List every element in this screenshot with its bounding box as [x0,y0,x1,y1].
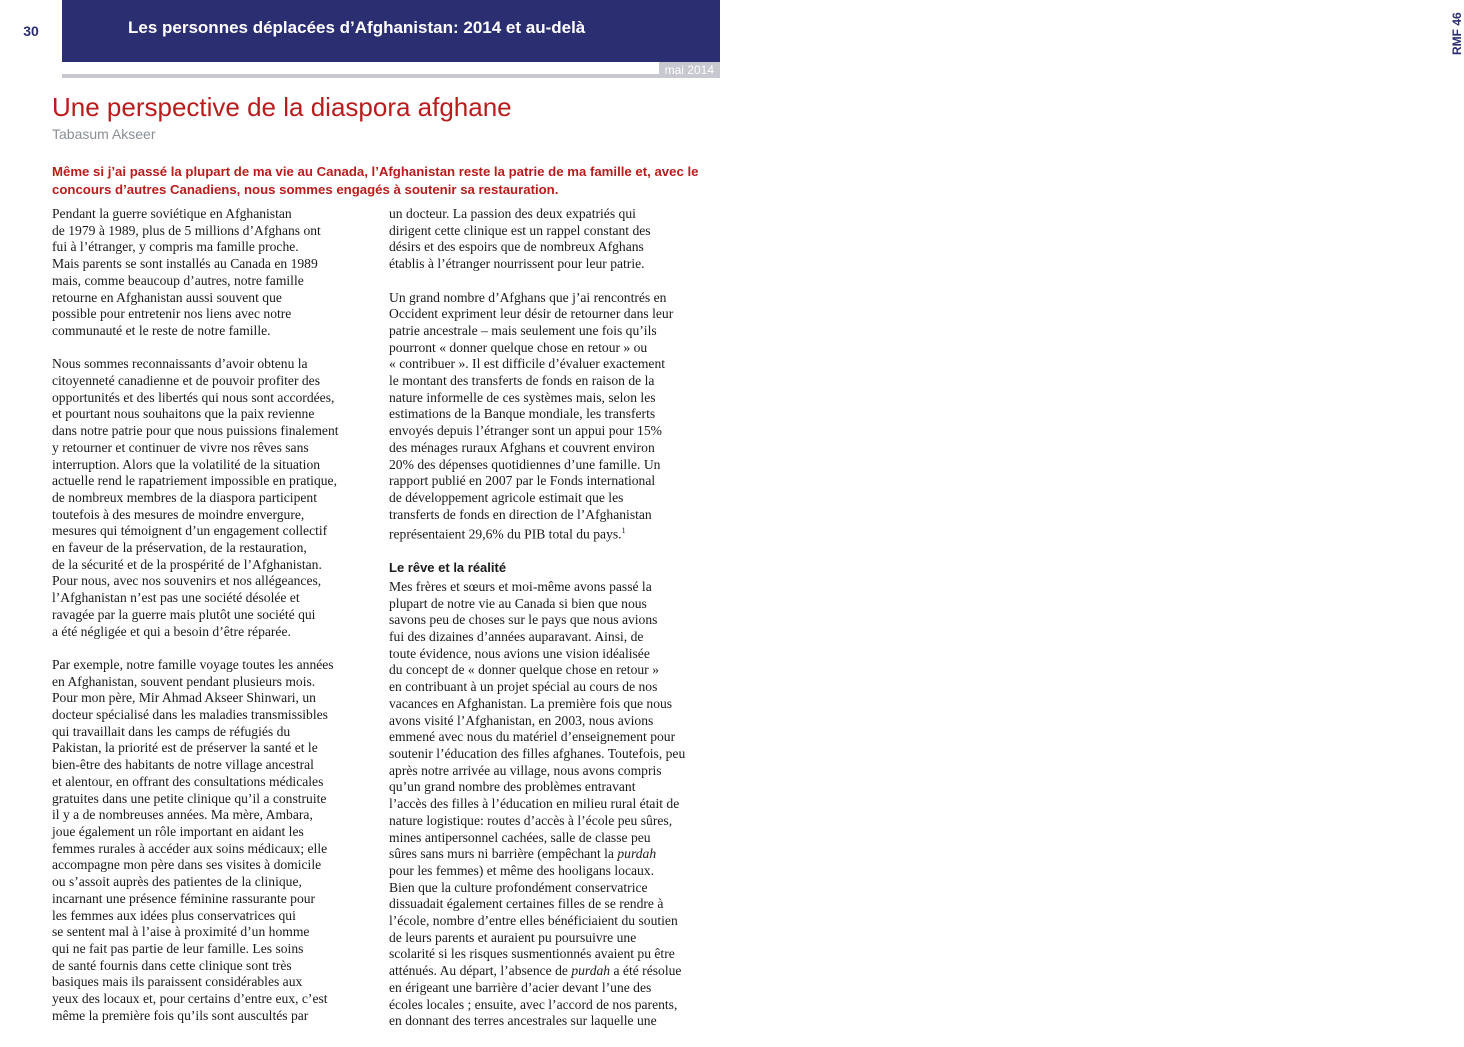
article-author: Tabasum Akseer [52,126,156,142]
paragraph [389,579,722,1030]
issue-date: mai 2014 [659,62,720,78]
date-strip-line [62,74,720,78]
paragraph-text: Un grand nombre d’Afghans que j’ai rencontrés en Occident expriment leur désir de retourner dans leur patrie ancestrale – mais seulement une fois qu’ils pourront « donner quelque chose en retour » ou « contribuer ». Il est difficile d’évaluer exactement le montant des transferts de fonds en raison de la nature informelle de ces systèmes mais, selon les estimations de la Banque mondiale, les transferts envoyés depuis l’étranger sont un appui pour 15% des ménages ruraux Afghans et couvrent environ 20% des dépenses quotidiennes d’une famille. Un rapport publié en 2007 par le Fonds international de développement agricole estimait que les transferts de fonds en direction de l’Afghanistan représentaient 29,6% du PIB total du pays. [389,289,674,542]
paragraph-text: Mes frères et sœurs et moi-même avons passé la plupart de notre vie au Canada si bien que nous savons peu de choses sur le pays que nous avions fui des dizaines d’années auparavant. Ainsi, de toute évidence, nous avions une vision idéalisée du concept de « donner quelque chose en retour » en contribuant à un projet spécial au cours de nos vacances en Afghanistan. La première fois que nous avons visité l’Afghanistan, en 2003, nous avions emmené avec nous du matériel d’enseignement pour soutenir l’éducation des filles afghanes. Toutefois, peu après notre arrivée au village, nous avons compris qu’un grand nombre des problèmes entravant l’accès des filles à l’éducation en milieu rural était de nature logistique: routes d’accès à l’école peu sûres, mines antipersonnel cachées, salle de classe peu sûres sans murs ni barrière (empêchant la [389,578,686,862]
section-heading: Le rêve et la réalité [389,560,507,576]
emphasis-purdah: purdah [617,846,657,862]
journal-issue-title: Les personnes déplacées d’Afghanistan: 2014 et au-delà [128,18,586,37]
paragraph: Pendant la guerre soviétique en Afghanistan de 1979 à 1989, plus de 5 millions d’Afghans ont fui à l’étranger, y compris ma famille proche. Mais parents se sont installés au Canada en 1989 mais, comme beaucoup d’autres, notre famille retourne en Afghanistan aussi souvent que possible pour entretenir nos liens avec notre communauté et le reste de notre famille. [52,206,321,338]
journal-side-label: RMF 46 [1450,12,1464,55]
paragraph-text: a été résolue en érigeant une barrière d’acier devant l’une des écoles locales ; ensuite, avec l’accord de nos parents, en donnant des terres ancestrales sur laquelle une [389,963,682,1029]
left-column [52,206,372,1041]
paragraph: Par exemple, notre famille voyage toutes les années en Afghanistan, souvent pendant plusieurs mois. Pour mon père, Mir Ahmad Akseer Shinwari, un docteur spécialisé dans les maladies transmissibles qui travaillait dans les camps de réfugiés du Pakistan, la priorité est de préserver la santé et le bien-être des habitants de notre village ancestral et alentour, en offrant des consultations médicales gratuites dans une petite clinique qu’il a construite il y a de nombreuses années. Ma mère, Ambara, joue également un rôle important en aidant les femmes rurales à accéder aux soins médicaux; elle accompagne mon père dans ses visites à domicile ou s’assoit auprès des patientes de la clinique, incarnant une présence féminine rassurante pour les femmes aux idées plus conservatrices qui se sentent mal à l’aise à proximité d’un homme qui ne fait pas partie de leur famille. Les soins de santé fournis dans cette clinique sont très basiques mais ils paraissent considérables aux yeux des locaux et, pour certains d’entre eux, c’est même la première fois qu’ils sont auscultés par [52,656,334,1023]
date-strip [0,62,720,78]
article-title: Une perspective de la diaspora afghane [52,92,512,122]
footnote-marker: 1 [621,526,626,536]
paragraph: Nous sommes reconnaissants d’avoir obtenu la citoyenneté canadienne et de pouvoir profiter des opportunités et des libertés qui nous sont accordées, et pourtant nous souhaitons que la paix revienne dans notre patrie pour que nous puissions finalement y retourner et continuer de vivre nos rêves sans interruption. Alors que la volatilité de la situation actuelle rend le rapatriement impossible en pratique, de nombreux membres de la diaspora participent toutefois à des mesures de moindre envergure, mesures qui témoignent d’un engagement collectif en faveur de la préservation, de la restauration, de la sécurité et de la prospérité de l’Afghanistan. Pour nous, avec nos souvenirs et nos allégeances, l’Afghanistan n’est pas une société désolée et ravagée par la guerre mais plutôt une société qui a été négligée et qui a besoin d’être réparée. [52,356,339,639]
page-number: 30 [0,0,62,62]
header-bar [0,0,720,62]
emphasis-purdah: purdah [571,963,611,979]
paragraph-text: pour les femmes) et même des hooligans locaux. Bien que la culture profondément conservatrice dissuadait également certaines filles de se rendre à l’école, nombre d’entre elles bénéficiaient du soutien de leurs parents et auraient pu poursuivre une scolarité si les risques susmentionnés avaient pu être atténués. Au départ, l’absence de [389,862,678,979]
side-label-box [722,0,1464,62]
paragraph: un docteur. La passion des deux expatriés qui dirigent cette clinique est un rappel constant des désirs et des espoirs que de nombreux Afghans établis à l’étranger nourrissent pour leur patrie. [389,206,651,272]
article-lede: Même si j’ai passé la plupart de ma vie au Canada, l’Afghanistan reste la patrie de ma famille et, avec le concours d’autres Canadiens, nous sommes engagés à soutenir sa restauration. [52,164,699,197]
paragraph [389,290,722,544]
right-column [389,206,722,1047]
